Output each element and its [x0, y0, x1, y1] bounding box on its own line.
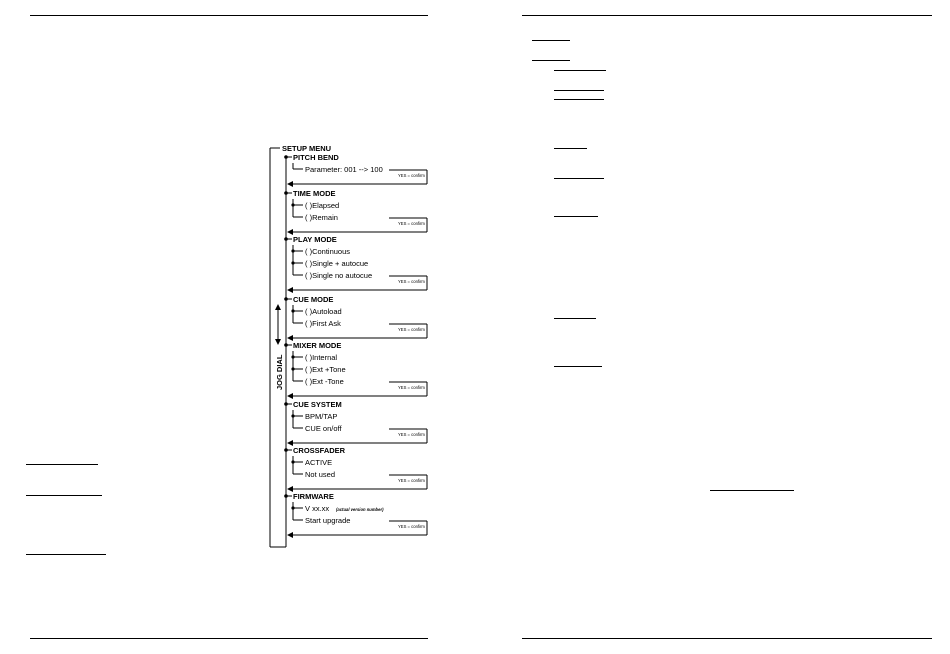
- menu-section: [284, 153, 427, 187]
- section-title: CROSSFADER: [293, 446, 346, 455]
- menu-item: ( )Ext +Tone: [305, 365, 346, 374]
- menu-item: ( )Ext -Tone: [305, 377, 344, 386]
- menu-item: Not used: [305, 470, 336, 479]
- menu-item: ( )Continuous: [305, 247, 351, 256]
- confirm-label: YES = confirm: [398, 279, 425, 284]
- confirm-label: YES = confirm: [398, 327, 425, 332]
- confirm-label: YES = confirm: [398, 478, 425, 483]
- menu-section: [284, 446, 427, 492]
- menu-item: ( )Single + autocue: [305, 259, 369, 268]
- return-arrow: [287, 393, 293, 399]
- menu-item: ACTIVE: [305, 458, 333, 467]
- return-arrow: [287, 287, 293, 293]
- confirm-label: YES = confirm: [398, 385, 425, 390]
- section-title: TIME MODE: [293, 189, 336, 198]
- confirm-label: YES = confirm: [398, 432, 425, 437]
- menu-item: V xx.xx: [305, 504, 330, 513]
- menu-item: Parameter: 001 --> 100: [305, 165, 383, 174]
- return-arrow: [287, 532, 293, 538]
- menu-section: [284, 400, 427, 446]
- setup-menu-title: SETUP MENU: [282, 144, 332, 153]
- section-title: FIRMWARE: [293, 492, 334, 501]
- section-title: PLAY MODE: [293, 235, 337, 244]
- menu-section: [284, 189, 427, 235]
- menu-sections: [284, 153, 427, 538]
- menu-section: [284, 295, 427, 341]
- menu-item: ( )Internal: [305, 353, 338, 362]
- menu-section: [284, 235, 427, 293]
- confirm-label: YES = confirm: [398, 173, 425, 178]
- menu-item: CUE on/off: [305, 424, 342, 433]
- section-title: CUE MODE: [293, 295, 334, 304]
- menu-item: Start upgrade: [305, 516, 351, 525]
- menu-item: ( )Remain: [305, 213, 338, 222]
- return-arrow: [287, 181, 293, 187]
- version-note: (actual version number): [336, 507, 384, 512]
- menu-section: [284, 492, 427, 538]
- confirm-label: YES = confirm: [398, 524, 425, 529]
- menu-item: ( )Elapsed: [305, 201, 340, 210]
- menu-section: [284, 341, 427, 399]
- section-title: PITCH BEND: [293, 153, 339, 162]
- confirm-label: YES = confirm: [398, 221, 425, 226]
- menu-item: ( )Single no autocue: [305, 271, 373, 280]
- menu-frame: [270, 148, 286, 547]
- menu-item: ( )Autoload: [305, 307, 342, 316]
- jog-dial-label: JOG DIAL: [275, 354, 284, 390]
- section-title: CUE SYSTEM: [293, 400, 342, 409]
- menu-item: ( )First Ask: [305, 319, 341, 328]
- menu-item: BPM/TAP: [305, 412, 338, 421]
- section-title: MIXER MODE: [293, 341, 342, 350]
